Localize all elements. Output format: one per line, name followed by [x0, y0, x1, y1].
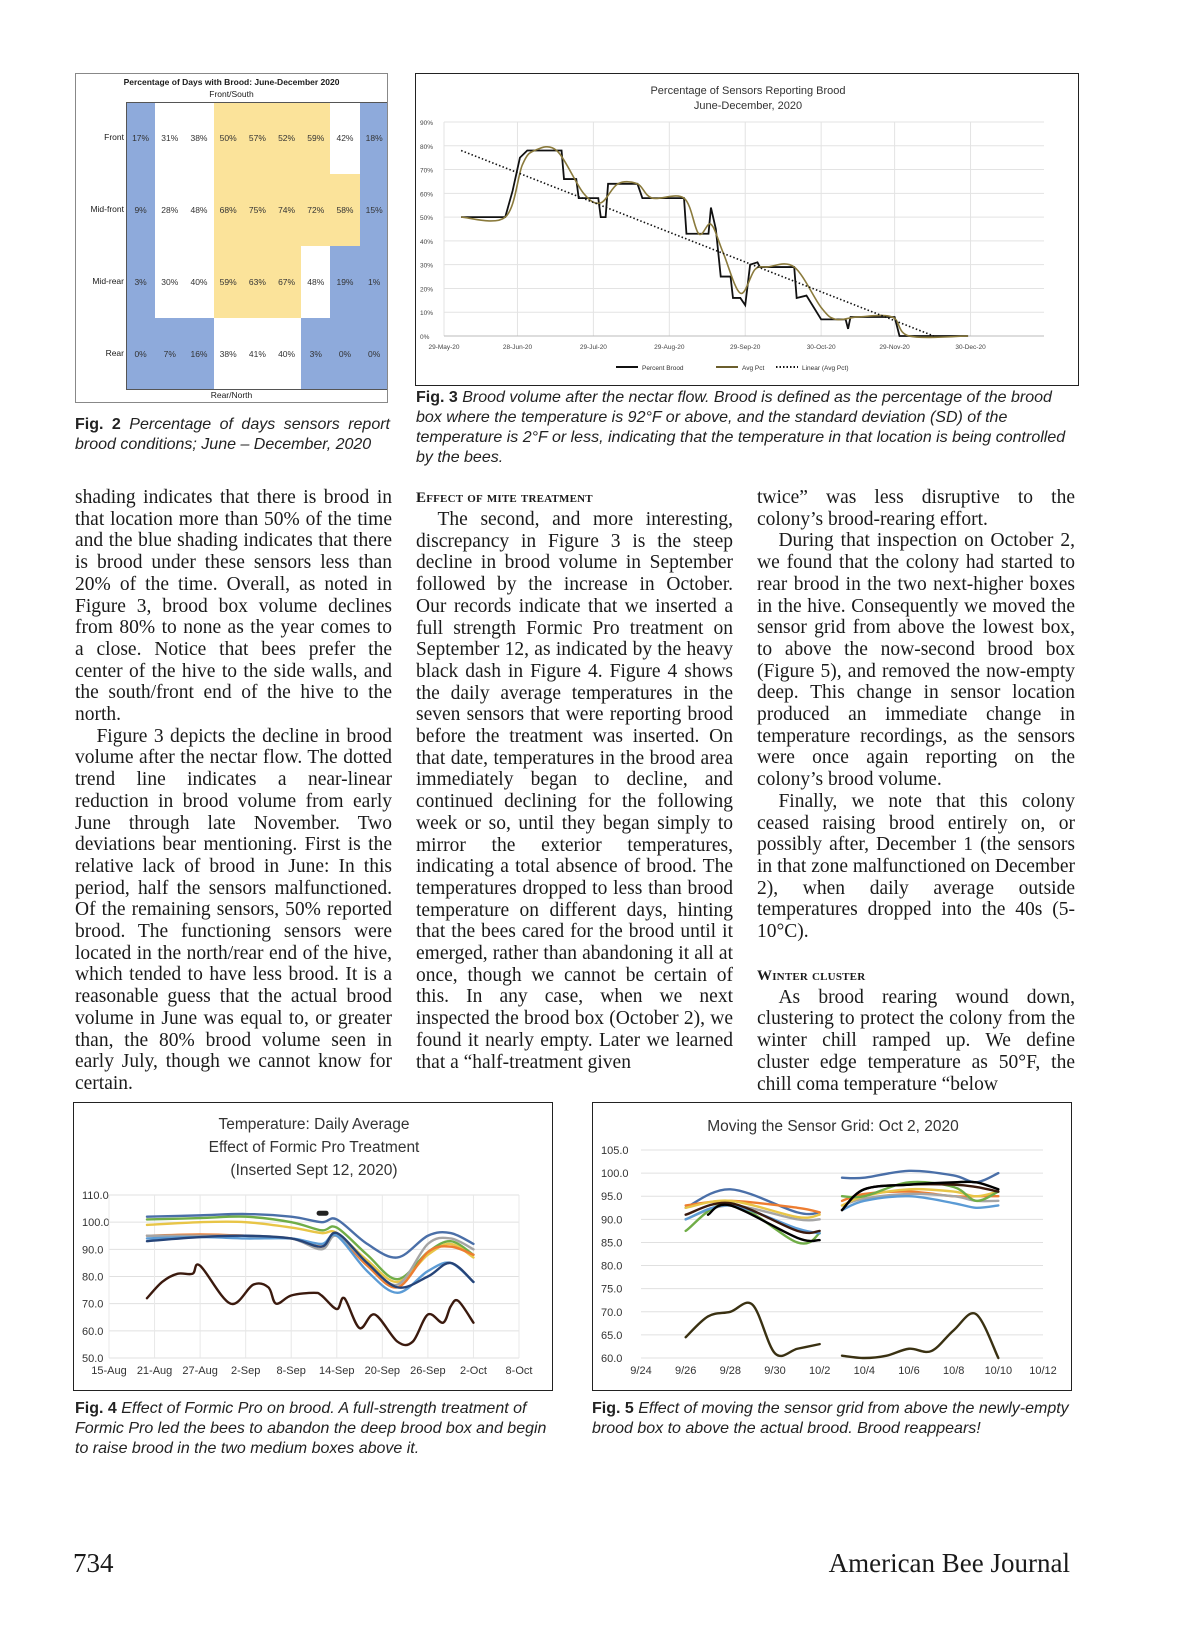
fig2-cell: 57%: [243, 102, 272, 174]
svg-text:26-Sep: 26-Sep: [410, 1365, 446, 1377]
journal-name: American Bee Journal: [828, 1548, 1070, 1578]
fig3-caption: [416, 388, 1081, 468]
svg-text:2-Sep: 2-Sep: [230, 1365, 261, 1377]
svg-text:70.0: 70.0: [82, 1298, 104, 1311]
col3-paragraph-1: twice” was less disruptive to the colony’s brood-rearing effort.: [757, 487, 1075, 530]
svg-text:50%: 50%: [420, 215, 434, 223]
fig2-cell: 59%: [214, 246, 243, 318]
svg-text:50.0: 50.0: [82, 1353, 104, 1365]
svg-text:Effect of Formic Pro Treatment: Effect of Formic Pro Treatment: [208, 1139, 420, 1156]
svg-text:10%: 10%: [420, 310, 434, 318]
svg-text:30-Oct-20: 30-Oct-20: [806, 344, 836, 351]
fig2-cell: 41%: [243, 318, 272, 390]
fig4-chart: [73, 1102, 553, 1391]
fig4-caption-label: Fig. 4: [75, 1400, 117, 1417]
fig5-caption: [592, 1399, 1077, 1439]
fig5-caption-text: Effect of moving the sensor grid from above the newly-empty brood box to above the actual brood. Brood reappears!: [592, 1400, 1069, 1437]
svg-text:65.0: 65.0: [601, 1329, 623, 1342]
fig2-cell: 9%: [126, 174, 155, 246]
fig2-cell: 28%: [155, 174, 184, 246]
fig3-chart: [415, 73, 1079, 386]
svg-text:70.0: 70.0: [601, 1306, 623, 1319]
svg-text:2-Oct: 2-Oct: [459, 1365, 487, 1377]
fig2-row-label: Mid-front: [90, 204, 124, 214]
fig5-plot: [593, 1103, 1072, 1391]
fig2-cell: 18%: [360, 102, 388, 174]
svg-text:14-Sep: 14-Sep: [319, 1365, 355, 1377]
svg-text:Temperature: Daily Average: Temperature: Daily Average: [218, 1116, 410, 1133]
fig5-caption-label: Fig. 5: [592, 1400, 634, 1417]
svg-text:29-Aug-20: 29-Aug-20: [654, 344, 685, 351]
svg-text:95.0: 95.0: [601, 1191, 623, 1204]
svg-text:8-Oct: 8-Oct: [505, 1365, 533, 1377]
svg-text:0%: 0%: [420, 334, 430, 341]
svg-text:80.0: 80.0: [82, 1271, 104, 1284]
fig3-caption-text: Brood volume after the nectar flow. Brood is defined as the percentage of the brood box where the temperature is 92°F or above, and the standard deviation (SD) of the temperature is 2°F or less, indicating that the temperature in that location is being controlled by the bees.: [416, 389, 1066, 466]
fig2-cell: 3%: [301, 318, 330, 390]
svg-text:20%: 20%: [420, 286, 434, 294]
fig2-cell: 31%: [155, 102, 184, 174]
svg-text:90.0: 90.0: [82, 1244, 104, 1257]
svg-text:Avg Pct: Avg Pct: [742, 365, 765, 372]
article-column-1: [75, 487, 392, 1095]
fig2-row-label: Mid-rear: [92, 276, 124, 286]
svg-text:105.0: 105.0: [601, 1145, 629, 1157]
fig2-cell: 67%: [272, 246, 301, 318]
svg-text:28-Jun-20: 28-Jun-20: [502, 344, 533, 351]
fig2-caption-text: Percentage of days sensors report brood conditions; June – December, 2020: [75, 416, 390, 453]
svg-text:Percentage of Sensors Reportin: Percentage of Sensors Reporting Brood: [650, 85, 846, 97]
svg-text:20-Sep: 20-Sep: [364, 1365, 401, 1377]
fig2-cell: 17%: [126, 102, 155, 174]
svg-text:60.0: 60.0: [601, 1353, 623, 1365]
svg-text:Linear (Avg Pct): Linear (Avg Pct): [802, 365, 849, 372]
fig2-cell: 48%: [184, 174, 213, 246]
svg-text:29-Jul-20: 29-Jul-20: [579, 344, 607, 351]
svg-text:10/2: 10/2: [808, 1365, 831, 1377]
svg-text:90.0: 90.0: [601, 1214, 623, 1227]
fig2-cell: 3%: [126, 246, 155, 318]
fig2-cell: 59%: [301, 102, 330, 174]
svg-text:60.0: 60.0: [82, 1325, 104, 1338]
fig2-cell: 1%: [360, 246, 388, 318]
col2-paragraph-1: The second, and more interesting, discrepancy in Figure 3 is the steep decline in brood volume in September followed by the increase in October. Our records indicate that we inserted a full strength Formic Pro treatment on September 12, as indicated by the heavy black dash in Figure 4. Figure 4 shows the daily average temperatures in the seven sensors that were reporting brood before the treatment was inserted. On that date, temperatures in the brood area immediately began to decline, and continued declining for the following week or so, until they began simply to mirror the exterior temperatures, indicating a total absence of brood. The temperatures dropped to less than brood temperature on different days, hinting that the bees cared for the brood until it emerged, rather than abandoning it all at once, though we cannot be certain of this. In any case, when we next inspected the brood box (October 2), we found it nearly empty. Later we learned that a “half-treatment given: [416, 509, 733, 1073]
svg-text:10/4: 10/4: [853, 1365, 876, 1377]
fig2-cell: 58%: [330, 174, 359, 246]
fig4-plot: [74, 1103, 553, 1391]
section-heading-mite-treatment: Effect of mite treatment: [416, 490, 593, 506]
fig2-top-label: Front/South: [209, 89, 254, 99]
svg-text:June-December, 2020: June-December, 2020: [693, 100, 803, 112]
svg-text:9/30: 9/30: [764, 1365, 786, 1377]
svg-text:75.0: 75.0: [601, 1283, 623, 1296]
svg-text:30%: 30%: [420, 262, 434, 270]
svg-text:29-Sep-20: 29-Sep-20: [730, 344, 761, 351]
fig2-cell: 75%: [243, 174, 272, 246]
fig2-cell: 30%: [155, 246, 184, 318]
svg-text:27-Aug: 27-Aug: [182, 1365, 218, 1377]
fig2-bottom-label: Rear/North: [210, 390, 253, 400]
svg-text:Percent Brood: Percent Brood: [642, 365, 684, 372]
fig2-cell: 0%: [330, 318, 359, 390]
fig2-cell: 48%: [301, 246, 330, 318]
svg-text:9/26: 9/26: [674, 1365, 697, 1377]
svg-text:70%: 70%: [420, 167, 434, 175]
svg-text:8-Sep: 8-Sep: [276, 1365, 306, 1377]
fig2-cell: 38%: [184, 102, 213, 174]
svg-text:29-Nov-20: 29-Nov-20: [879, 344, 910, 351]
fig2-cell: 38%: [214, 318, 243, 390]
svg-text:9/28: 9/28: [719, 1365, 742, 1377]
svg-text:9/24: 9/24: [630, 1365, 652, 1377]
svg-text:40%: 40%: [420, 238, 434, 246]
fig2-cell: 40%: [184, 246, 213, 318]
svg-text:(Inserted Sept 12, 2020): (Inserted Sept 12, 2020): [230, 1162, 398, 1179]
svg-text:10/6: 10/6: [898, 1365, 920, 1377]
col3-paragraph-3: Finally, we note that this colony ceased raising brood entirely on, or possibly after, December 1 (the sensors in that zone malfunctioned on December 2), when daily average outside temperatures dropped into the 40s (5-10°C).: [757, 790, 1075, 943]
fig3-plot: [416, 74, 1079, 386]
fig2-cell: 19%: [330, 246, 359, 318]
fig4-caption-text: Effect of Formic Pro on brood. A full-strength treatment of Formic Pro led the bees to abandon the deep brood box and begin to raise brood in the two medium boxes above it.: [75, 1400, 547, 1457]
fig2-cell: 52%: [272, 102, 301, 174]
svg-text:60%: 60%: [420, 191, 434, 199]
fig3-caption-label: Fig. 3: [416, 389, 458, 406]
svg-text:Moving the Sensor Grid: Oct 2,: Moving the Sensor Grid: Oct 2, 2020: [707, 1118, 959, 1135]
fig2-cell: 0%: [126, 318, 155, 390]
fig2-cell: 42%: [330, 102, 359, 174]
svg-text:10/8: 10/8: [942, 1365, 965, 1377]
fig2-cell: 63%: [243, 246, 272, 318]
svg-text:85.0: 85.0: [601, 1237, 623, 1250]
page-number: 734: [73, 1548, 114, 1578]
fig2-cell: 74%: [272, 174, 301, 246]
svg-text:80.0: 80.0: [601, 1260, 623, 1273]
article-column-2: [416, 487, 733, 1073]
fig2-cell: 68%: [214, 174, 243, 246]
fig2-cell: 16%: [184, 318, 213, 390]
col3-paragraph-2: During that inspection on October 2, we found that the colony had started to rear brood in the two next-higher boxes in the hive. Consequently we moved the sensor grid from above the lowest box, to above the now-second brood box (Figure 5), and removed the now-empty deep. This change in sensor location produced an immediate change in temperature recordings, as the sensors were once again reporting on the colony’s brood volume.: [757, 530, 1075, 791]
svg-text:90%: 90%: [420, 120, 434, 127]
svg-text:30-Dec-20: 30-Dec-20: [955, 344, 986, 351]
fig2-cell: 72%: [301, 174, 330, 246]
fig2-caption-label: Fig. 2: [75, 416, 121, 433]
fig2-caption: [75, 415, 390, 455]
article-column-3: [757, 487, 1075, 1095]
col1-paragraph-2: Figure 3 depicts the decline in brood volume after the nectar flow. The dotted trend line indicates a near-linear reduction in brood volume from early June through late November. Two deviations bear mentioning. First is the relative lack of brood in June: In this period, half the sensors malfunctioned. Of the remaining sensors, 50% reported brood. The functioning sensors were located in the north/rear end of the hive, which tended to have less brood. It is a reasonable guess that the actual brood volume in June was equal to, or greater than, the 80% brood volume seen in early July, though we cannot know for certain.: [75, 725, 392, 1094]
section-heading-winter-cluster: Winter cluster: [757, 967, 866, 984]
svg-text:15-Aug: 15-Aug: [91, 1365, 127, 1377]
fig4-caption: [75, 1399, 560, 1459]
fig2-title: Percentage of Days with Brood: June-December 2020: [123, 77, 340, 87]
fig2-cell: 50%: [214, 102, 243, 174]
svg-text:10/12: 10/12: [1029, 1365, 1057, 1377]
fig2-cell: 7%: [155, 318, 184, 390]
fig5-chart: [592, 1102, 1072, 1391]
svg-text:110.0: 110.0: [82, 1190, 109, 1202]
svg-text:10/10: 10/10: [984, 1365, 1013, 1377]
fig2-row-label: Front: [104, 132, 124, 142]
svg-text:29-May-20: 29-May-20: [428, 344, 460, 351]
fig2-cell: 0%: [360, 318, 388, 390]
svg-text:80%: 80%: [420, 143, 434, 151]
svg-text:100.0: 100.0: [601, 1168, 629, 1181]
col3-paragraph-4: As brood rearing wound down, clustering to protect the colony from the winter chill ramped up. We define cluster edge temperature as 50°F, the chill coma temperature “below: [757, 986, 1075, 1095]
fig2-row-label: Rear: [105, 348, 124, 358]
fig2-heatmap: [75, 73, 388, 403]
svg-text:21-Aug: 21-Aug: [136, 1365, 173, 1377]
fig2-cell: 40%: [272, 318, 301, 390]
col1-paragraph-1: shading indicates that there is brood in that location more than 50% of the time and the blue shading indicates that there is brood under these sensors less than 20% of the time. Overall, as noted in Figure 3, brood box volume declines from 80% to none as the year comes to a close. Notice that bees prefer the center of the hive to the side walls, and the south/front end of the hive to the north.: [75, 487, 392, 726]
fig2-cell: 15%: [360, 174, 388, 246]
svg-text:100.0: 100.0: [82, 1217, 110, 1230]
